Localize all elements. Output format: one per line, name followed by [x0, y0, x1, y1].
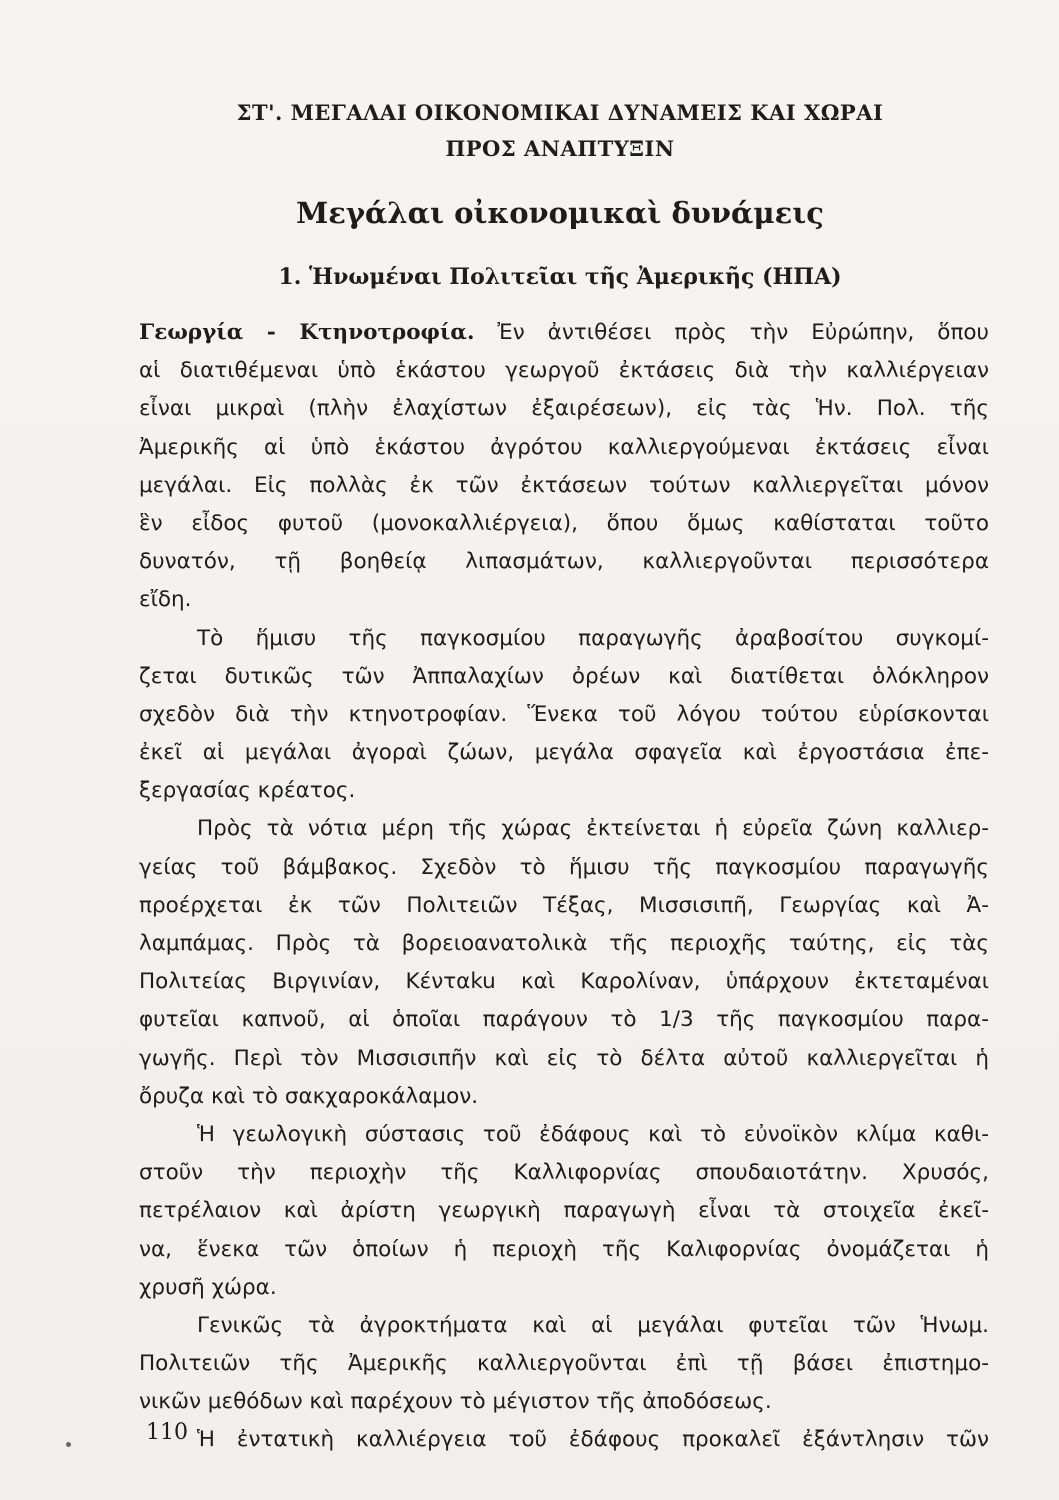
paragraph-line: ζεται δυτικῶς τῶν Ἀππαλαχίων ὀρέων καὶ διατίθεται ὁλόκληρον [139, 663, 989, 689]
paragraph-line: εἶναι μικραὶ (πλὴν ἐλαχίστων ἐξαιρέσεων), εἰς τὰς Ἡν. Πολ. τῆς [139, 396, 989, 422]
paragraph-line: Γεωργία - Κτηνοτροφία. Ἐν ἀντιθέσει πρὸς τὴν Εὐρώπην, ὅπου [139, 320, 989, 345]
page-number: 110 [146, 1420, 188, 1445]
paragraph-line: πετρέλαιον καὶ ἀρίστη γεωργικὴ παραγωγὴ εἶναι τὰ στοιχεῖα ἐκεῖ- [139, 1198, 989, 1224]
paragraph-line: Πολιτειῶν τῆς Ἀμερικῆς καλλιεργοῦνται ἐπὶ τῇ βάσει ἐπιστημο- [139, 1351, 989, 1377]
paragraph-line: χρυσῆ χώρα. [139, 1274, 277, 1300]
paragraph-line: να, ἕνεκα τῶν ὁποίων ἡ περιοχὴ τῆς Καλιφορνίας ὀνομάζεται ἡ [139, 1236, 989, 1262]
paragraph-line: Πολιτείας Βιργινίαν, Κένταku καὶ Καρολίναν, ὑπάρχουν ἐκτεταμέναι [139, 969, 989, 995]
paragraph-line: φυτεῖαι καπνοῦ, αἱ ὁποῖαι παράγουν τὸ 1/3 τῆς παγκοσμίου παρα- [139, 1007, 989, 1033]
paragraph-line: νικῶν μεθόδων καὶ παρέχουν τὸ μέγιστον τῆς ἀποδόσεως. [139, 1389, 772, 1415]
paragraph-line: προέρχεται ἐκ τῶν Πολιτειῶν Τέξας, Μισσισιπῆ, Γεωργίας καὶ Ἀ- [139, 892, 989, 918]
paragraph-line: ὄρυζα καὶ τὸ σακχαροκάλαμον. [139, 1083, 479, 1109]
section-heading: 1. Ἡνωμέναι Πολιτεῖαι τῆς Ἀμερικῆς (ΗΠΑ) [278, 264, 842, 290]
paragraph-line: μεγάλαι. Εἰς πολλὰς ἐκ τῶν ἐκτάσεων τούτων καλλιεργεῖται μόνον [139, 472, 989, 498]
paragraph-line: σχεδὸν διὰ τὴν κτηνοτροφίαν. Ἕνεκα τοῦ λόγου τούτου εὑρίσκονται [139, 701, 989, 727]
paragraph-line: ἐκεῖ αἱ μεγάλαι ἀγοραὶ ζώων, μεγάλα σφαγεῖα καὶ ἐργοστάσια ἐπε- [139, 740, 989, 766]
body-text [139, 314, 989, 1460]
paragraph-line: Ἡ γεωλογικὴ σύστασις τοῦ ἐδάφους καὶ τὸ εὐνοϊκὸν κλίμα καθι- [197, 1121, 989, 1147]
chapter-title-line1: ΣΤ'. ΜΕΓΑΛΑΙ ΟΙΚΟΝΟΜΙΚΑΙ ΔΥΝΑΜΕΙΣ ΚΑΙ ΧΩΡΑΙ [236, 100, 884, 125]
paragraph-line: γείας τοῦ βάμβακος. Σχεδὸν τὸ ἥμισυ τῆς παγκοσμίου παραγωγῆς [139, 854, 989, 880]
paragraph-line: ξεργασίας κρέατος. [139, 778, 356, 804]
paragraph-line: Τὸ ἥμισυ τῆς παγκοσμίου παραγωγῆς ἀραβοσίτου συγκομί- [197, 625, 989, 651]
paragraph-line: Πρὸς τὰ νότια μέρη τῆς χώρας ἐκτείνεται ἡ εὐρεῖα ζώνη καλλιερ- [197, 816, 989, 842]
paragraph-line: γωγῆς. Περὶ τὸν Μισσισιπῆν καὶ εἰς τὸ δέλτα αὐτοῦ καλλιεργεῖται ἡ [139, 1045, 989, 1071]
subtitle: Μεγάλαι οἰκονομικαὶ δυνάμεις [296, 196, 824, 230]
paragraph-line: Γενικῶς τὰ ἀγροκτήματα καὶ αἱ μεγάλαι φυτεῖαι τῶν Ἡνωμ. [197, 1312, 989, 1338]
paragraph-line: στοῦν τὴν περιοχὴν τῆς Καλλιφορνίας σπουδαιοτάτην. Χρυσός, [139, 1160, 989, 1186]
paragraph-line: Ἀμερικῆς αἱ ὑπὸ ἑκάστου ἀγρότου καλλιεργούμεναι ἐκτάσεις εἶναι [139, 434, 989, 460]
lead-term: Γεωργία - Κτηνοτροφία. [139, 320, 475, 345]
paragraph-line: αἱ διατιθέμεναι ὑπὸ ἑκάστου γεωργοῦ ἐκτάσεις διὰ τὴν καλλιέργειαν [139, 358, 989, 384]
chapter-title-line2: ΠΡΟΣ ΑΝΑΠΤΥΞΙΝ [445, 136, 675, 161]
paragraph-line: ἓν εἶδος φυτοῦ (μονοκαλλιέργεια), ὅπου ὅμως καθίσταται τοῦτο [139, 510, 989, 536]
scan-speck [66, 1442, 71, 1447]
paragraph-line: εἴδη. [139, 587, 192, 613]
paragraph-line: λαμπάμας. Πρὸς τὰ βορειοανατολικὰ τῆς περιοχῆς ταύτης, εἰς τὰς [139, 931, 989, 956]
paragraph-line: δυνατόν, τῇ βοηθείᾳ λιπασμάτων, καλλιεργοῦνται περισσότερα [139, 549, 989, 575]
paragraph-line: Ἡ ἐντατικὴ καλλιέργεια τοῦ ἐδάφους προκαλεῖ ἐξάντλησιν τῶν [197, 1427, 989, 1453]
